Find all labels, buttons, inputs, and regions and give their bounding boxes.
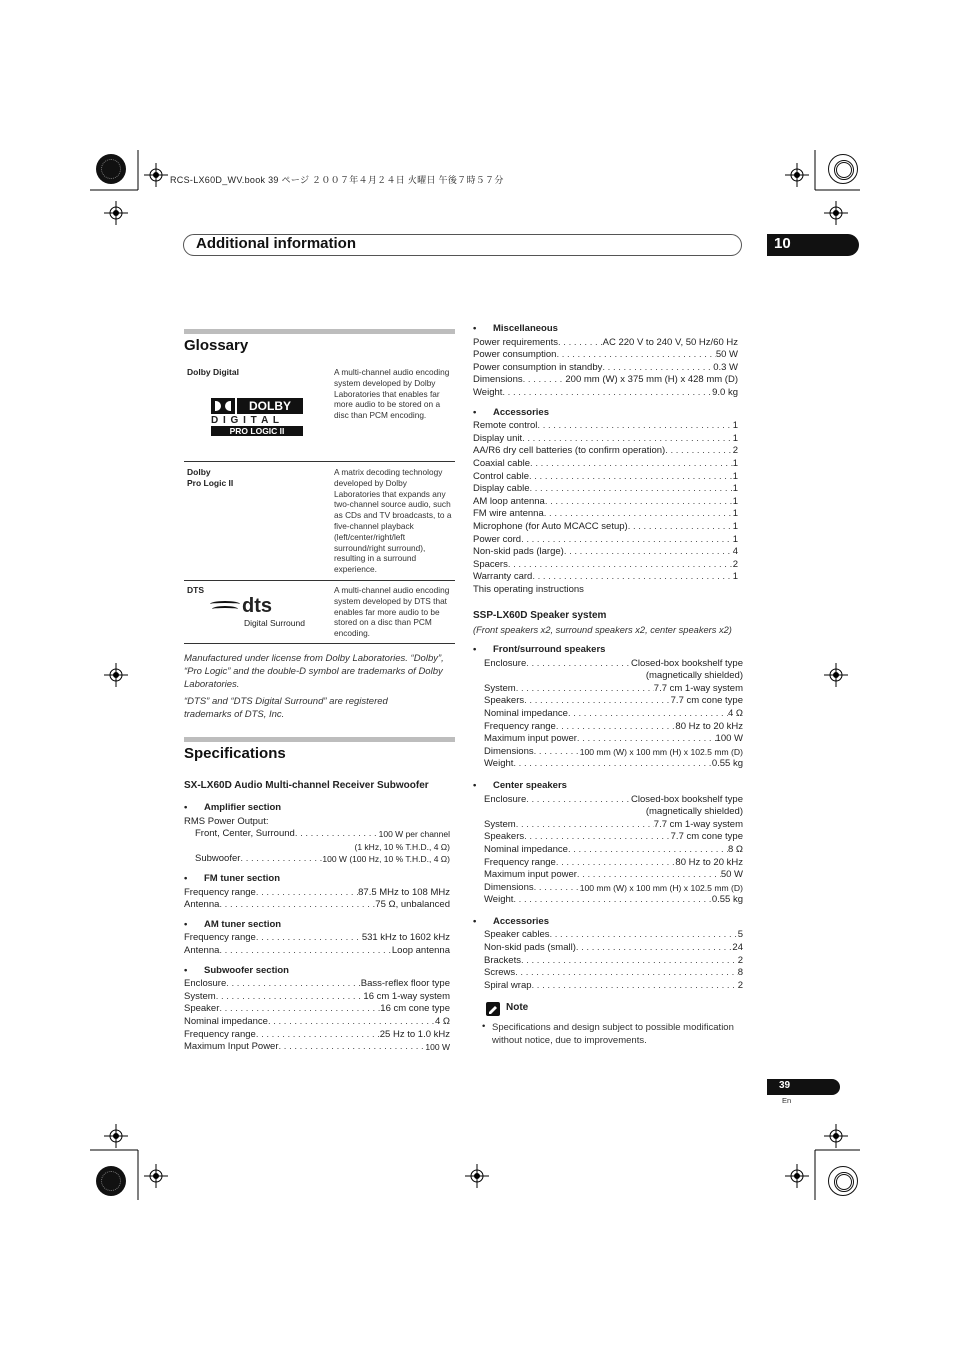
- speaker-column: [473, 637, 743, 992]
- spec-row: Non-skid pads (small) . . . 24: [473, 942, 743, 955]
- fm-head: • FM tuner section: [184, 872, 281, 884]
- glossary-title: Glossary: [184, 337, 249, 354]
- page-number-tab: [767, 1079, 840, 1095]
- spec-row: Power requirements . . . AC 220 V to 240 V, 50 Hz/60 Hz: [473, 337, 738, 350]
- amplifier-head: • Amplifier section: [184, 802, 282, 813]
- dolby-digital-logo: [211, 398, 303, 436]
- glossary-desc: A multi-channel audio encoding system developed by DTS that enables far more audio to be stored on a disc than PCM encoding.: [334, 585, 450, 639]
- spec-row: Spiral wrap . . . 2: [473, 980, 743, 993]
- spec-row: Nominal impedance . . . 4 Ω: [473, 708, 743, 721]
- spec-right-column: [473, 316, 738, 596]
- glossary-desc: A multi-channel audio encoding system developed by Dolby Laboratories that enables far more audio to be stored on a disc than PCM encoding.: [334, 367, 450, 421]
- spec-row: Remote control . . . 1: [473, 420, 738, 433]
- glossary-desc: A matrix decoding technology developed by Dolby Laboratories that expands any two-channel source audio, such as CDs and TV broadcasts, to a five-channel playback (left/center/right/left surround/right surround), resulting in a surround experience.: [334, 467, 452, 575]
- spec-row: Nominal impedance . . . 8 Ω: [473, 844, 743, 857]
- spec-row: Frequency range . . . 87.5 MHz to 108 MHz: [184, 887, 450, 900]
- spec-row: Enclosure . . . Bass-reflex floor type: [184, 978, 450, 991]
- dolby-wordmark: DOLBY: [237, 398, 303, 414]
- spec-row: Microphone (for Auto MCACC setup) . . . 1: [473, 521, 738, 534]
- spec-row: Frequency range . . . 80 Hz to 20 kHz: [473, 857, 743, 870]
- spec-row: This operating instructions: [473, 583, 584, 595]
- spec-row: System . . . 16 cm 1-way system: [184, 991, 450, 1004]
- page-number: 39: [779, 1080, 791, 1091]
- spec-row: AA/R6 dry cell batteries (to confirm operation) . . . 2: [473, 445, 738, 458]
- spec-row: Dimensions . . . 100 mm (W) x 100 mm (H) x 102.5 mm (D): [473, 882, 743, 895]
- center-speakers-head: • Center speakers: [473, 779, 567, 791]
- spec-row: Front, Center, Surround . . . 100 W per channel: [184, 828, 450, 841]
- subwoofer-head: • Subwoofer section: [184, 964, 289, 976]
- am-head: • AM tuner section: [184, 918, 282, 930]
- page-title: Additional information: [196, 235, 356, 252]
- spec-row: Nominal impedance . . . 4 Ω: [184, 1016, 450, 1029]
- spec-row: FM wire antenna . . . 1: [473, 508, 738, 521]
- note-bullet: •: [482, 1021, 486, 1032]
- spec-row: Speaker . . . 16 cm cone type: [184, 1003, 450, 1016]
- speaker-system-subtitle: (Front speakers x2, surround speakers x2, center speakers x2): [473, 625, 732, 635]
- speaker-system-title: SSP-LX60D Speaker system: [473, 610, 607, 621]
- trademark-dts: “DTS” and “DTS Digital Surround” are registered trademarks of DTS, Inc.: [184, 696, 388, 720]
- glossary-term: Dolby: [187, 467, 211, 477]
- spec-row: Power consumption . . . 50 W: [473, 349, 738, 362]
- spec-row: Power consumption in standby . . . 0.3 W: [473, 362, 738, 375]
- spec-row: System . . . 7.7 cm 1-way system: [473, 683, 743, 696]
- glossary-term: Pro Logic II: [187, 478, 234, 488]
- note-title: Note: [506, 1002, 529, 1013]
- spec-row: AM loop antenna . . . 1: [473, 496, 738, 509]
- chapter-number: 10: [774, 235, 791, 252]
- note-text: Specifications and design subject to possible modification without notice, due to improvements.: [492, 1022, 734, 1046]
- receiver-subtitle: SX-LX60D Audio Multi-channel Receiver Subwoofer: [184, 780, 429, 791]
- spec-note: (magnetically shielded): [645, 806, 743, 818]
- pro-logic-wordmark: PRO LOGIC II: [211, 426, 303, 436]
- spec-row: Enclosure . . . Closed-box bookshelf type: [473, 794, 743, 807]
- note-icon: [486, 1002, 500, 1016]
- spec-row: Antenna . . . 75 Ω, unbalanced: [184, 899, 450, 912]
- spec-row: Subwoofer . . . 100 W (100 Hz, 10 % T.H.D., 4 Ω): [184, 853, 450, 866]
- divider: [184, 580, 455, 581]
- dts-swoosh-icon: [210, 599, 240, 613]
- spec-row: Frequency range . . . 531 kHz to 1602 kHz: [184, 932, 450, 945]
- divider: [184, 643, 455, 644]
- spec-row: Display unit . . . 1: [473, 433, 738, 446]
- spec-row: Antenna . . . Loop antenna: [184, 945, 450, 958]
- spec-row: Coaxial cable . . . 1: [473, 458, 738, 471]
- spec-row: Spacers . . . 2: [473, 559, 738, 572]
- double-d-icon: [211, 398, 235, 414]
- spec-row: Frequency range . . . 80 Hz to 20 kHz: [473, 721, 743, 734]
- dts-logo: [210, 597, 310, 628]
- spec-row: Display cable . . . 1: [473, 483, 738, 496]
- rms-label: RMS Power Output:: [184, 815, 269, 827]
- trademark-dolby: Manufactured under license from Dolby Laboratories. “Dolby”, “Pro Logic” and the double-D symbol are trademarks of Dolby Laboratories.: [184, 653, 444, 690]
- digital-wordmark: D I G I T A L: [211, 415, 280, 426]
- spec-row: Maximum input power . . . 50 W: [473, 869, 743, 882]
- speaker-accessories-head: • Accessories: [473, 915, 549, 927]
- front-speakers-head: • Front/surround speakers: [473, 644, 606, 655]
- spec-row: Screws . . . 8: [473, 967, 743, 980]
- misc-head: • Miscellaneous: [473, 323, 558, 334]
- spec-row: Power cord . . . 1: [473, 534, 738, 547]
- spec-row: Enclosure . . . Closed-box bookshelf type: [473, 658, 743, 671]
- glossary-term: Dolby Digital: [187, 367, 239, 377]
- spec-note: (magnetically shielded): [645, 670, 743, 682]
- spec-row: Dimensions . . . 200 mm (W) x 375 mm (H) x 428 mm (D): [473, 374, 738, 387]
- spec-row: Weight . . . 0.55 kg: [473, 894, 743, 907]
- specifications-title: Specifications: [184, 745, 286, 762]
- spec-row: Dimensions . . . 100 mm (W) x 100 mm (H) x 102.5 mm (D): [473, 746, 743, 759]
- digital-surround-wordmark: Digital Surround: [244, 618, 305, 628]
- file-info: RCS-LX60D_WV.book 39 ページ ２００７年４月２４日 火曜日 午後７時５７分: [170, 175, 504, 185]
- spec-row: Speaker cables . . . 5: [473, 929, 743, 942]
- spec-row: Maximum Input Power . . . 100 W: [184, 1041, 450, 1054]
- glossary-term: DTS: [187, 585, 204, 595]
- spec-row: Warranty card . . . 1: [473, 571, 738, 584]
- spec-row: Maximum input power . . . 100 W: [473, 733, 743, 746]
- spec-row: Non-skid pads (large) . . . 4: [473, 546, 738, 559]
- spec-row: Weight . . . 9.0 kg: [473, 387, 738, 400]
- dts-wordmark: dts: [242, 595, 272, 617]
- spec-row: Frequency range . . . 25 Hz to 1.0 kHz: [184, 1029, 450, 1042]
- section-bar: [184, 329, 455, 334]
- spec-note: (1 kHz, 10 % T.H.D., 4 Ω): [354, 841, 450, 852]
- section-bar: [184, 737, 455, 742]
- spec-left-column: [184, 795, 450, 1054]
- spec-row: Weight . . . 0.55 kg: [473, 758, 743, 771]
- accessories-head: • Accessories: [473, 406, 549, 418]
- spec-row: Speakers . . . 7.7 cm cone type: [473, 831, 743, 844]
- divider: [184, 461, 455, 462]
- page-language: En: [782, 1096, 792, 1105]
- spec-row: System . . . 7.7 cm 1-way system: [473, 819, 743, 832]
- spec-row: Control cable . . . 1: [473, 471, 738, 484]
- spec-row: Speakers . . . 7.7 cm cone type: [473, 695, 743, 708]
- spec-row: Brackets . . . 2: [473, 955, 743, 968]
